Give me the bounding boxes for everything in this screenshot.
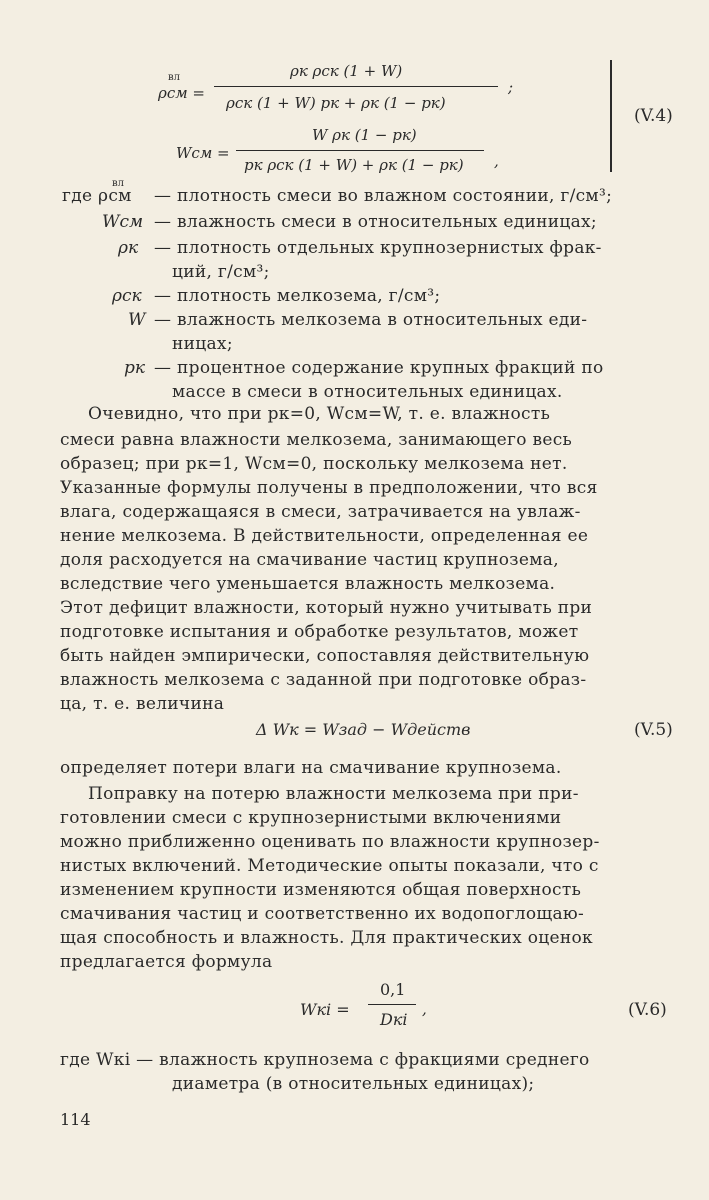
paragraph-line: где Wкi — влажность крупнозема с фракциями среднего [60, 1050, 590, 1070]
paragraph-line: предлагается формула [60, 952, 273, 972]
formula-v4-den2: pк ρск (1 + W) + ρк (1 − pк) [244, 156, 464, 174]
paragraph-line: готовлении смеси с крупнозернистыми включениями [60, 808, 562, 828]
paragraph-line: определяет потери влаги на смачивание крупнозема. [60, 758, 562, 778]
formula-v4-den1: ρск (1 + W) pк + ρк (1 − pк) [226, 94, 446, 112]
paragraph-line: диаметра (в относительных единицах); [172, 1074, 535, 1094]
definition-symbol: W [128, 310, 146, 330]
definition-symbol: ρск [112, 286, 142, 306]
paragraph-line: Этот дефицит влажности, который нужно учитывать при [60, 598, 593, 618]
formula-v6-den: Dкi [380, 1010, 408, 1029]
definition-text: — процентное содержание крупных фракций по [154, 358, 604, 378]
page-number: 114 [60, 1110, 91, 1129]
formula-v4-lhs1-sup: вл [168, 72, 180, 83]
paragraph-line: можно приближенно оценивать по влажности крупнозер- [60, 832, 600, 852]
formula-v4-lhs2: Wсм = [176, 144, 230, 162]
definition-text: — плотность мелкозема, г/см³; [154, 286, 441, 306]
formula-v4-num2: W ρк (1 − pк) [312, 126, 417, 144]
paragraph-line: нение мелкозема. В действительности, определенная ее [60, 526, 589, 546]
definition-text: — плотность смеси во влажном состоянии, г/см³; [154, 186, 613, 206]
formula-v6-num: 0,1 [380, 980, 406, 999]
definition-text: — плотность отдельных крупнозернистых фрак- [154, 238, 602, 258]
formula-v6-lhs: Wкi = [300, 1000, 350, 1019]
definition-text: массе в смеси в относительных единицах. [172, 382, 563, 402]
definition-text: — влажность смеси в относительных единицах; [154, 212, 597, 232]
formula-v6-sep: , [422, 1000, 427, 1018]
definition-symbol: Wсм [102, 212, 144, 232]
paragraph-line: подготовке испытания и обработке результатов, может [60, 622, 579, 642]
paragraph-line: доля расходуется на смачивание частиц крупнозема, [60, 550, 559, 570]
paragraph-line: влага, содержащаяся в смеси, затрачивается на увлаж- [60, 502, 581, 522]
definition-symbol: pк [124, 358, 146, 378]
formula-v4-sep2: , [494, 152, 499, 170]
definition-symbol: ρк [118, 238, 139, 258]
formula-v4-sep1: ; [508, 78, 514, 96]
formula-v4-bar2 [236, 150, 484, 151]
formula-v6-label: (V.6) [628, 1000, 667, 1020]
paragraph-line: вследствие чего уменьшается влажность мелкозема. [60, 574, 556, 594]
formula-v5-expr: Δ Wк = Wзад − Wдейств [256, 720, 471, 739]
paragraph-line: нистых включений. Методические опыты показали, что с [60, 856, 599, 876]
definition-symbol-sup: вл [112, 178, 124, 189]
paragraph-line: смеси равна влажности мелкозема, занимающего весь [60, 430, 573, 450]
paragraph-line: Очевидно, что при pк=0, Wсм=W, т. е. влажность [88, 404, 551, 424]
definition-text: ций, г/см³; [172, 262, 270, 282]
paragraph-line: смачивания частиц и соответственно их водопоглощаю- [60, 904, 585, 924]
definition-symbol: где ρсм [62, 186, 132, 206]
definition-text: — влажность мелкозема в относительных еди- [154, 310, 588, 330]
formula-v6-bar [368, 1004, 416, 1005]
paragraph-line: влажность мелкозема с заданной при подготовке образ- [60, 670, 587, 690]
paragraph-line: Поправку на потерю влажности мелкозема при при- [88, 784, 579, 804]
formula-v4-num1: ρк ρск (1 + W) [290, 62, 403, 80]
definition-text: ницах; [172, 334, 233, 354]
formula-v4-lhs1: ρсм = [158, 84, 205, 102]
paragraph-line: Указанные формулы получены в предположении, что вся [60, 478, 598, 498]
paragraph-line: щая способность и влажность. Для практических оценок [60, 928, 593, 948]
paragraph-line: быть найден эмпирически, сопоставляя действительную [60, 646, 590, 666]
paragraph-line: изменением крупности изменяются общая поверхность [60, 880, 582, 900]
formula-v4-label: (V.4) [634, 106, 673, 126]
formula-v4-bar1 [214, 86, 498, 87]
formula-v5-label: (V.5) [634, 720, 673, 740]
paragraph-line: образец; при pк=1, Wсм=0, поскольку мелкозема нет. [60, 454, 568, 474]
formula-v4-brace [610, 60, 612, 172]
paragraph-line: ца, т. е. величина [60, 694, 225, 714]
